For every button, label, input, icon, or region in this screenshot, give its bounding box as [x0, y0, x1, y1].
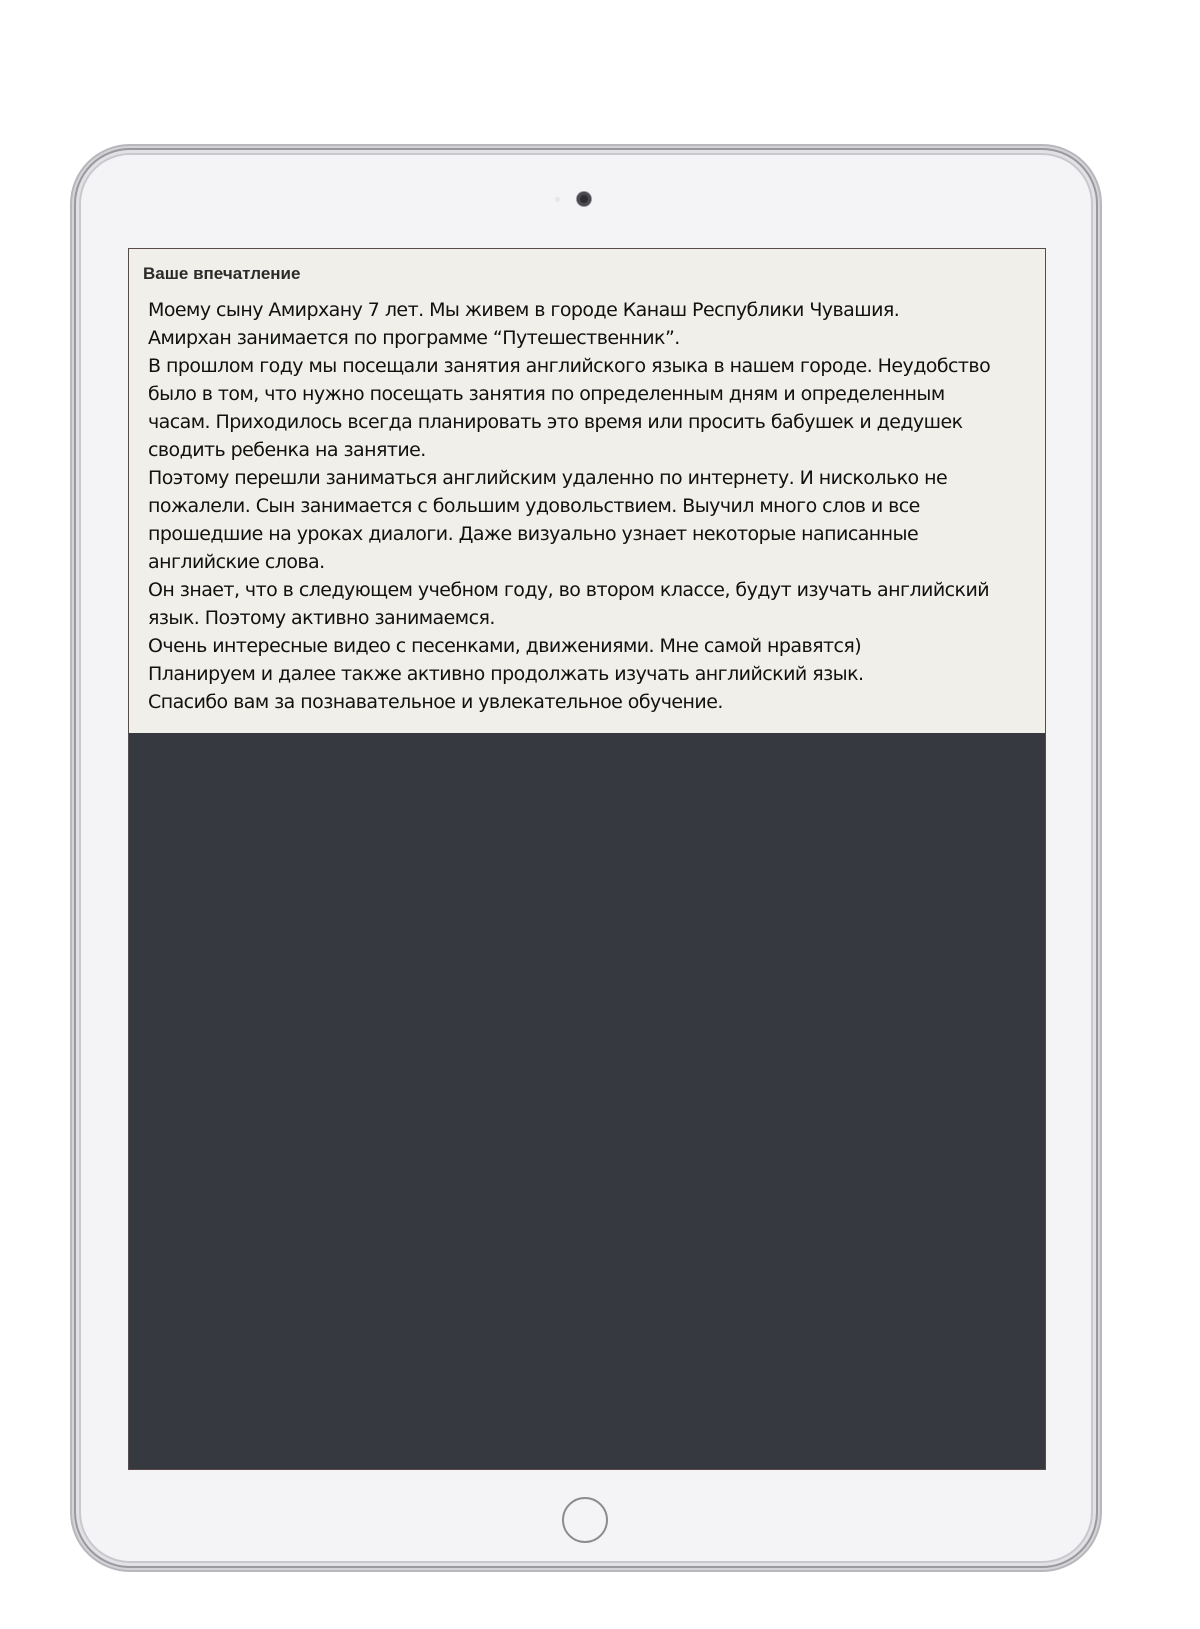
review-line: пожалели. Сын занимается с большим удовольствием. Выучил много слов и все [148, 495, 920, 517]
review-line: Амирхан занимается по программе “Путешественник”. [148, 327, 680, 349]
review-line: Он знает, что в следующем учебном году, во втором классе, будут изучать английский [148, 579, 990, 601]
review-line: Планируем и далее также активно продолжать изучать английский язык. [148, 663, 864, 685]
review-line: В прошлом году мы посещали занятия английского языка в нашем городе. Неудобство [148, 355, 991, 377]
review-line: Поэтому перешли заниматься английским удаленно по интернету. И нисколько не [148, 467, 948, 489]
review-line: прошедшие на уроках диалоги. Даже визуально узнает некоторые написанные [148, 523, 919, 545]
review-line: сводить ребенка на занятие. [148, 439, 426, 461]
review-line: Моему сыну Амирхану 7 лет. Мы живем в городе Канаш Республики Чувашия. [148, 299, 900, 321]
review-text [143, 296, 1031, 716]
review-line: Очень интересные видео с песенками, движениями. Мне самой нравятся) [148, 635, 862, 657]
review-line: язык. Поэтому активно занимаемся. [148, 607, 495, 629]
tablet-screen [128, 248, 1046, 1470]
review-line: часам. Приходилось всегда планировать это время или просить бабушек и дедушек [148, 411, 963, 433]
light-sensor [555, 197, 560, 202]
card-title: Ваше впечатление [143, 264, 301, 283]
review-line: Спасибо вам за познавательное и увлекательное обучение. [148, 691, 723, 713]
camera-icon [577, 192, 591, 206]
review-card [129, 249, 1045, 733]
review-line: английские слова. [148, 551, 325, 573]
review-line: было в том, что нужно посещать занятия по определенным дням и определенным [148, 383, 945, 405]
home-button-icon[interactable] [562, 1497, 608, 1543]
